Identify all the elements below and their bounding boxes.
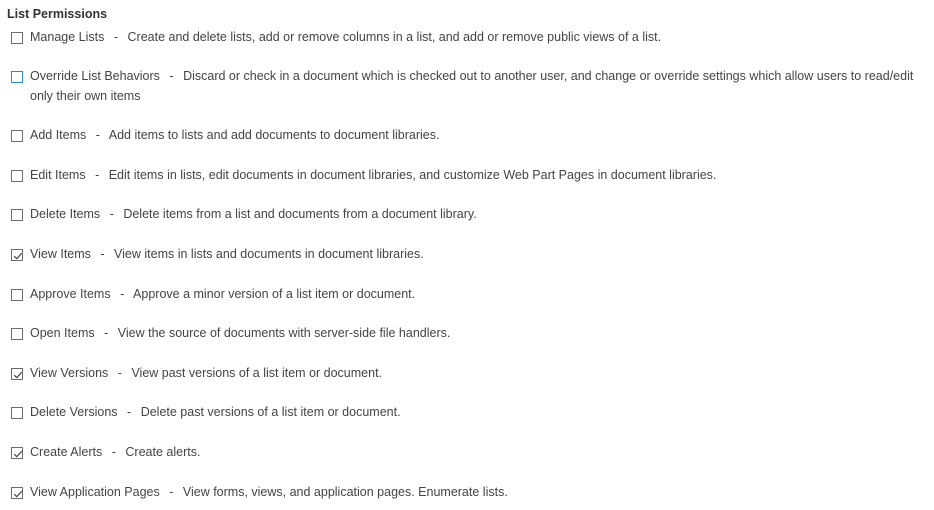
permission-name: Manage Lists (30, 30, 105, 44)
permission-name: Approve Items (30, 287, 111, 301)
permission-description: Delete past versions of a list item or document. (140, 405, 401, 419)
permission-text (30, 125, 439, 145)
permission-row (7, 168, 931, 185)
permission-description: Add items to lists and add documents to document libraries. (108, 128, 440, 142)
permission-checkbox[interactable] (11, 407, 23, 419)
permission-name: Override List Behaviors (30, 69, 160, 83)
permission-name: Add Items (30, 128, 87, 142)
permission-row (7, 445, 931, 462)
permission-text (30, 482, 508, 502)
permission-text (30, 442, 200, 462)
permission-checkbox[interactable] (11, 368, 23, 380)
permission-text (30, 27, 661, 47)
permission-row (7, 287, 931, 304)
permission-separator: - (120, 287, 125, 301)
permission-separator: - (95, 168, 100, 182)
permission-text (30, 402, 401, 422)
permission-name: View Versions (30, 366, 109, 380)
list-permissions-section (0, 0, 934, 22)
permission-description: Create and delete lists, add or remove columns in a list, and add or remove public views of a list. (127, 30, 662, 44)
permission-name: Edit Items (30, 168, 86, 182)
permission-name: View Items (30, 247, 91, 261)
permission-checkbox[interactable] (11, 328, 23, 340)
permission-separator: - (95, 128, 100, 142)
permission-checkbox[interactable] (11, 249, 23, 261)
permission-description: Discard or check in a document which is checked out to another user, and change or override settings which allow users to read/edit only their own items (30, 69, 914, 103)
permission-separator: - (113, 30, 119, 44)
permission-separator: - (127, 405, 132, 419)
checkmark-icon (12, 250, 24, 262)
permission-description: Create alerts. (125, 445, 201, 459)
permission-name: Open Items (30, 326, 95, 340)
permission-checkbox[interactable] (11, 32, 23, 44)
permission-checkbox[interactable] (11, 209, 23, 221)
permission-separator: - (111, 445, 116, 459)
permission-separator: - (117, 366, 122, 380)
permission-row (7, 30, 931, 47)
permission-checkbox[interactable] (11, 289, 23, 301)
permission-separator: - (104, 326, 109, 340)
permission-row (7, 485, 931, 502)
permission-description: Edit items in lists, edit documents in document libraries, and customize Web Part Pages in document libraries. (108, 168, 717, 182)
permission-text (30, 284, 415, 304)
checkmark-icon (12, 448, 24, 460)
permission-text (30, 244, 424, 264)
permission-name: Delete Items (30, 207, 101, 221)
permission-text (30, 165, 716, 185)
permission-description: Approve a minor version of a list item or document. (133, 287, 416, 301)
permission-description: View past versions of a list item or document. (131, 366, 383, 380)
permission-separator: - (169, 69, 174, 83)
permission-description: View items in lists and documents in document libraries. (114, 247, 424, 261)
checkmark-icon (12, 369, 24, 381)
permission-text (30, 66, 931, 106)
permission-checkbox[interactable] (11, 447, 23, 459)
checkmark-icon (12, 488, 24, 500)
permission-name: Create Alerts (30, 445, 103, 459)
permission-row (7, 69, 931, 106)
permission-checkbox[interactable] (11, 130, 23, 142)
permission-checkbox[interactable] (11, 71, 23, 83)
permission-separator: - (100, 247, 105, 261)
section-title: List Permissions (7, 7, 108, 21)
permission-name: Delete Versions (30, 405, 118, 419)
permission-row (7, 247, 931, 264)
permission-text (30, 204, 477, 224)
permission-text (30, 363, 382, 383)
permission-checkbox[interactable] (11, 170, 23, 182)
permission-description: Delete items from a list and documents from a document library. (123, 207, 477, 221)
permission-separator: - (109, 207, 114, 221)
permission-row (7, 366, 931, 383)
permission-description: View the source of documents with server-side file handlers. (117, 326, 451, 340)
permission-checkbox[interactable] (11, 487, 23, 499)
permission-row (7, 128, 931, 145)
permission-row (7, 405, 931, 422)
permission-row (7, 207, 931, 224)
permission-separator: - (169, 485, 174, 499)
permission-description: View forms, views, and application pages. Enumerate lists. (182, 485, 508, 499)
permission-text (30, 323, 450, 343)
permission-row (7, 326, 931, 343)
permission-name: View Application Pages (30, 485, 160, 499)
